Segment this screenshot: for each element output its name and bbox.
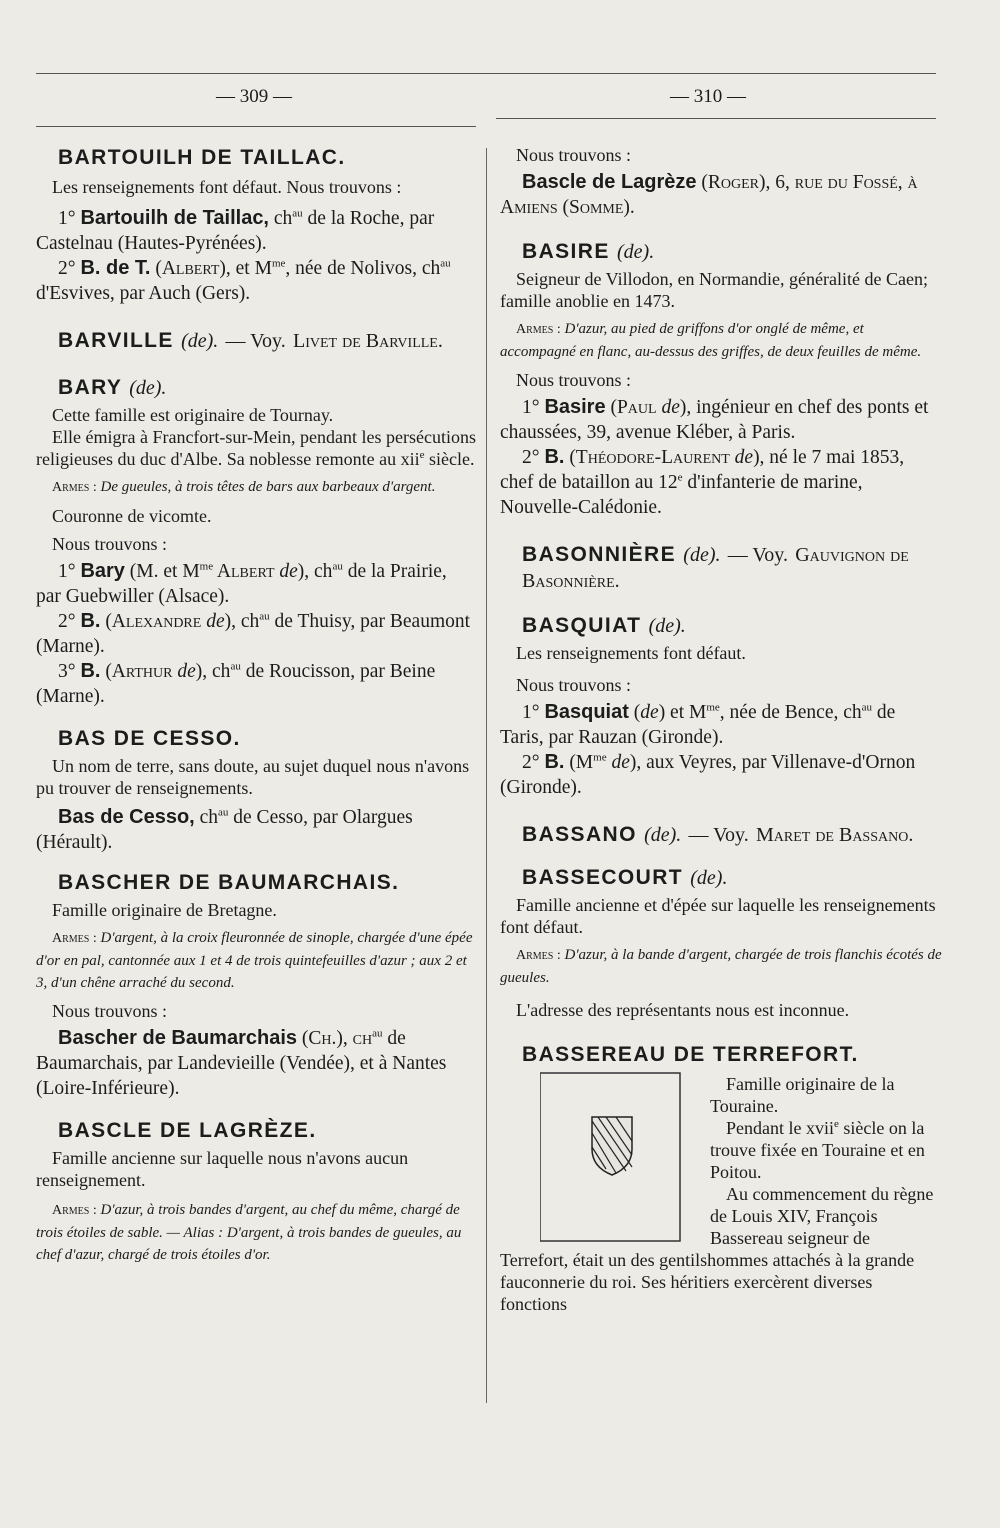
address-note: L'adresse des représentants nous est inconnue. [516,1000,850,1020]
top-rule [36,73,936,74]
entry-text: Pendant le xvii$^e$ siècle on la trouve fixée en Touraine et en Poitou. [710,1118,925,1182]
arms-description: Armes : D'azur, à trois bandes d'argent, au chef du même, chargé de trois étoiles de sable. — Alias : D'argent, à trois bandes de gueules, au chef d'azur, chargé de trois étoiles d'or. [36,1202,462,1263]
descendant-2: 2° B. (Théodore-Laurent de), né le 7 mai 1853, chef de bataillon au 12e d'infanterie de marine, Nouvelle-Calédonie. [500,446,905,518]
coat-of-arms-image [540,1071,690,1247]
entry-heading: BARY (de). [58,376,167,399]
entry-basquiat [500,614,942,800]
entry-heading: BASIRE (de). [522,240,655,263]
descendant-1: Bascle de Lagrèze (Roger), 6, rue du Fossé, à Amiens (Somme). [500,171,918,218]
header-rule-left [36,126,476,127]
descendant-2: 2° B. ($M^{me}$ de), aux Veyres, par Villenave-d'Ornon (Gironde). [500,751,916,798]
entry-heading: BASCHER DE BAUMARCHAIS. [58,871,400,894]
entry-heading: BASSECOURT (de). [522,866,728,889]
entry-bascle [36,1119,476,1266]
arms-description: Armes : D'azur, au pied de griffons d'or onglé de même, et accompagné en flanc, au-dessus des griffes, de deux feuilles de même. [500,321,922,360]
entry-text: Les renseignements font défaut. Nous trouvons : [52,177,402,197]
arms-description: Armes : D'azur, à la bande d'argent, chargée de trois flanchis écotés de gueules. [500,947,942,986]
arms-description: Armes : De gueules, à trois têtes de bars aux barbeaux d'argent. [52,479,436,495]
entry-text: Seigneur de Villodon, en Normandie, généralité de Caen; famille anoblie en 1473. [500,269,928,311]
entry-heading: BARVILLE (de). — Voy. Livet de Barville. [58,329,443,352]
entry-basonniere [500,542,942,594]
page-number-right: — 310 — [670,86,746,107]
entry-bassecourt [500,866,942,1021]
nous-trouvons: Nous trouvons : [516,145,632,165]
entry-heading: BASCLE DE LAGRÈZE. [58,1119,317,1142]
right-column [500,144,942,1315]
descendant-1: 1° Bary (M. et $M^{me}$ Albert de), $ch^{au}$ de la Prairie, par Guebwiller (Alsace). [36,560,447,607]
column-separator [486,148,487,1403]
descendant-3: 3° B. (Arthur de), $ch^{au}$ de Roucisson, par Beine (Marne). [36,660,436,707]
entry-bascher [36,871,476,1101]
page-number-left: — 309 — [216,86,292,107]
left-column [36,140,476,1266]
nous-trouvons: Nous trouvons : [516,370,632,390]
entry-text: Famille ancienne sur laquelle nous n'avons aucun renseignement. [36,1148,409,1190]
entry-bas-de-cesso [36,727,476,855]
nous-trouvons: Nous trouvons : [52,1001,168,1021]
entry-text: Famille originaire de Bretagne. [52,900,277,920]
entry-bassano [500,822,942,848]
header-rule-right [496,118,936,119]
entry-basire [500,240,942,520]
entry-heading: BARTOUILH DE TAILLAC. [58,146,346,169]
entry-text: Un nom de terre, sans doute, au sujet duquel nous n'avons pu trouver de renseignements. [36,756,470,798]
descendant-1: 1° Basquiat (de) et $M^{me}$, née de Bence, $ch^{au}$ de Taris, par Rauzan (Gironde). [500,701,896,748]
arms-description: Armes : D'argent, à la croix fleuronnée de sinople, chargée d'une épée d'or en pal, cantonnée aux 1 et 4 de trois quintefeuilles d'azur ; aux 2 et 3, d'un chêne arraché du second. [36,930,473,991]
crown-text: Couronne de vicomte. [52,506,212,526]
descendant-1: Bas de Cesso, $ch^{au}$ de Cesso, par Olargues (Hérault). [36,806,413,853]
entry-bascle-continued [500,144,942,220]
entry-heading: BASONNIÈRE (de). — Voy. Gauvignon de Basonnière. [522,543,909,592]
entry-text: Au commencement du règne de Louis XIV, François Bassereau seigneur de Terrefort, était un des gentilshommes attachés à la grande fauconnerie du roi. Ses héritiers exercèrent diverses fonctions [500,1184,934,1314]
descendant-1: Bascher de Baumarchais (Ch.), $ch^{au}$ de Baumarchais, par Landevieille (Vendée), et à Nantes (Loire-Inférieure). [36,1027,447,1099]
entry-bassereau [500,1043,942,1315]
descendant-1: 1° Bartouilh de Taillac, $ch^{au}$ de la Roche, par Castelnau (Hautes-Pyrénées). [36,207,435,254]
descendant-1: 1° Basire (Paul de), ingénieur en chef des ponts et chaussées, 39, avenue Kléber, à Paris. [500,396,929,443]
entry-text: Famille ancienne et d'épée sur laquelle les renseignements font défaut. [500,895,936,937]
nous-trouvons: Nous trouvons : [52,534,168,554]
entry-text: Famille originaire de la Touraine. [710,1074,895,1116]
entry-heading: BASSEREAU DE TERREFORT. [522,1043,859,1066]
entry-text: Cette famille est originaire de Tournay. [52,405,334,425]
shield-icon [540,1071,690,1247]
entry-bartouilh [36,146,476,306]
descendant-2: 2° B. de T. (Albert), et $M^{me}$, née de Nolivos, $ch^{au}$ d'Esvives, par Auch (Gers). [36,257,451,304]
entry-barville [36,328,476,354]
descendant-2: 2° B. (Alexandre de), $ch^{au}$ de Thuisy, par Beaumont (Marne). [36,610,471,657]
entry-text: Les renseignements font défaut. [516,643,746,663]
entry-heading: BASSANO (de). — Voy. Maret de Bassano. [522,823,914,846]
entry-heading: BAS DE CESSO. [58,727,241,750]
entry-text: Elle émigra à Francfort-sur-Mein, pendant les persécutions religieuses du duc d'Albe. Sa noblesse remonte au xii$^e$ siècle. [36,427,476,469]
entry-heading: BASQUIAT (de). [522,614,686,637]
entry-bary [36,376,476,709]
nous-trouvons: Nous trouvons : [516,675,632,695]
